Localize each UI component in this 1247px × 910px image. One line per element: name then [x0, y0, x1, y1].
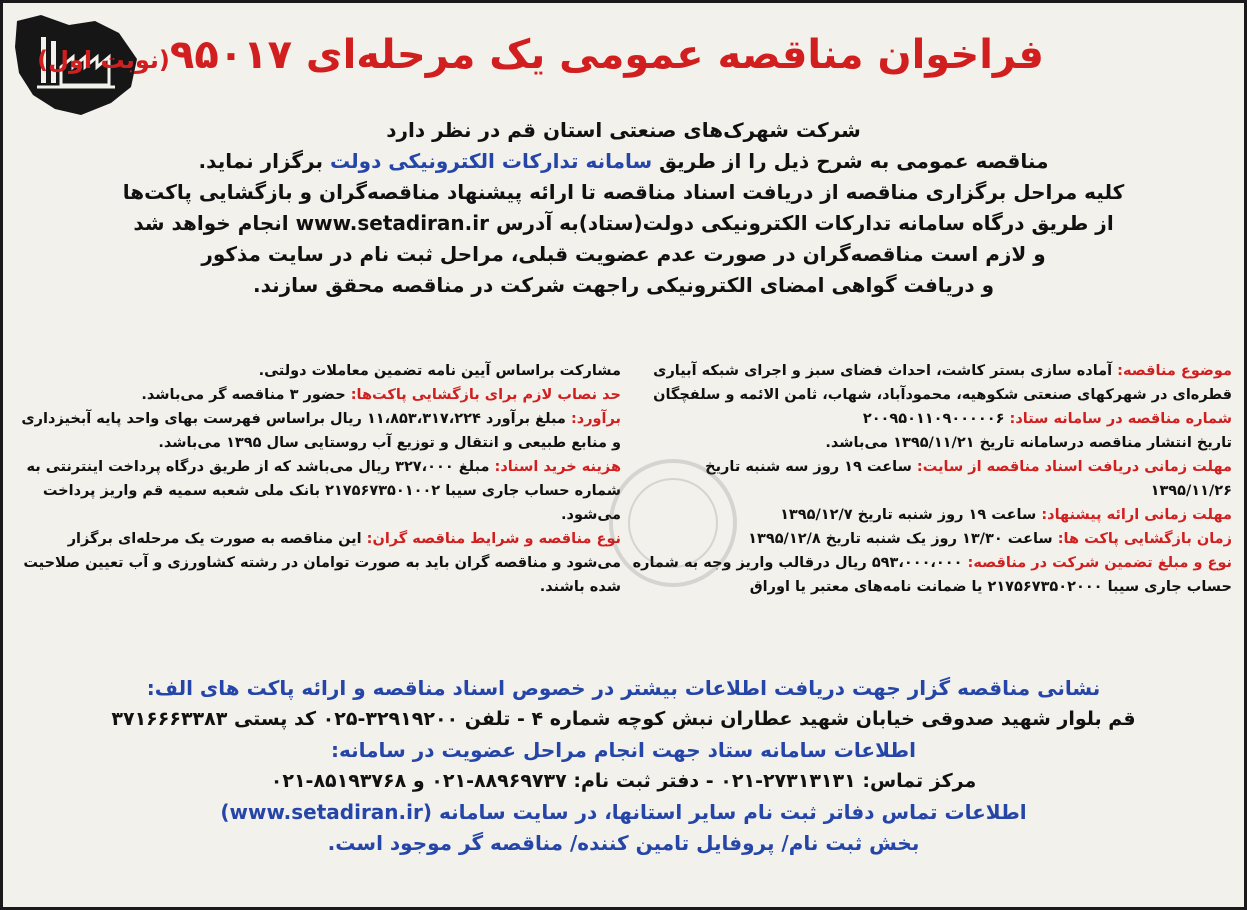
- registration-section-text: بخش ثبت نام/ پروفایل تامین کننده/ مناقصه گر موجود است.: [327, 831, 920, 855]
- intro-line-5: و لازم است مناقصه‌گران در صورت عدم عضویت قبلی، مراحل ثبت نام در سایت مذکور: [201, 242, 1046, 266]
- estimate-item: [21, 407, 621, 455]
- subject-item: [632, 359, 1232, 407]
- docs-deadline-item: [632, 455, 1232, 503]
- setad-system-name: سامانه تدارکات الکترونیکی دولت: [329, 149, 653, 173]
- intro-line-2-start: مناقصه عمومی به شرح ذیل را از طریق: [659, 149, 1049, 173]
- setad-url[interactable]: www.setadiran.ir: [295, 211, 489, 235]
- intro-paragraph: [23, 115, 1224, 301]
- address-text: قم بلوار شهید صدوقی خیابان شهید عطاران نبش کوچه شماره ۴ - تلفن ۳۲۹۱۹۲۰۰-۰۲۵ کد پستی ۳۷۱۶۶۶۳۳۸۳: [111, 708, 1136, 730]
- guarantee-label: نوع و مبلغ تضمین شرکت در مناقصه:: [967, 555, 1232, 571]
- guarantee-text: ۵۹۳،۰۰۰،۰۰۰ ریال درقالب واریز وجه به شماره حساب جاری سیبا ۲۱۷۵۶۷۳۵۰۲۰۰۰ یا ضمانت نامه‌های معتبر یا اوراق: [632, 555, 1232, 595]
- opening-time-text: ساعت ۱۳/۳۰ روز یک شنبه تاریخ ۱۳۹۵/۱۲/۸: [748, 531, 1053, 547]
- intro-line-4-start: از طریق درگاه سامانه تدارکات الکترونیکی دولت(ستاد)به آدرس: [495, 211, 1114, 235]
- intro-line-3: کلیه مراحل برگزاری مناقصه از دریافت اسناد مناقصه تا ارائه پیشنهاد مناقصه‌گران و بازگشایی پاکت‌ها: [122, 180, 1125, 204]
- subject-text: آماده سازی بستر کاشت، احداث فضای سبز و اجرای شبکه آبیاری قطره‌ای در شهرکهای صنعتی شکوهیه، محمودآباد، شهاب، ثامن الائمه و سلفچگان: [653, 363, 1232, 403]
- intro-line-4-end: انجام خواهد شد: [133, 211, 289, 235]
- estimate-text: مبلغ برآورد ۱۱،۸۵۳،۳۱۷،۲۲۴ ریال براساس فهرست بهای واحد پایه آبخیزداری و منابع طبیعی و انتقال و توزیع آب روستایی سال ۱۳۹۵ می‌باشد.: [21, 411, 621, 451]
- intro-line-6: و دریافت گواهی امضای الکترونیکی راجهت شرکت در مناقصه محقق سازند.: [252, 273, 994, 297]
- intro-line-4: [23, 208, 1224, 239]
- quorum-item: [21, 383, 621, 407]
- offer-deadline-text: ساعت ۱۹ روز شنبه تاریخ ۱۳۹۵/۱۲/۷: [780, 507, 1037, 523]
- guarantee-item: [632, 551, 1232, 599]
- intro-line-2: [23, 146, 1224, 177]
- docs-deadline-label: مهلت زمانی دریافت اسناد مناقصه از سایت:: [916, 459, 1232, 475]
- tender-number-item: [632, 407, 1232, 431]
- setad-heading: اطلاعات سامانه ستاد جهت انجام مراحل عضویت در سامانه:: [331, 738, 916, 762]
- docs-deadline-text: ساعت ۱۹ روز سه شنبه تاریخ ۱۳۹۵/۱۱/۲۶: [705, 459, 1232, 499]
- document-fee-label: هزینه خرید اسناد:: [494, 459, 621, 475]
- intro-line-2-end: برگزار نماید.: [198, 149, 323, 173]
- document-fee-text: مبلغ ۳۲۷،۰۰۰ ریال می‌باشد که از طریق درگاه پرداخت اینترنتی به شماره حساب جاری سیبا ۲۱۷۵۶۷۳۵۰۱۰۰۲ بانک ملی شعبه سمیه قم واریز پرداخت می‌شود.: [26, 459, 621, 523]
- quorum-text: حضور ۳ مناقصه گر می‌باشد.: [141, 387, 346, 403]
- opening-time-item: [632, 527, 1232, 551]
- provincial-offices-text[interactable]: اطلاعات تماس دفاتر ثبت نام سایر استانها، در سایت سامانه (www.setadiran.ir): [220, 800, 1027, 824]
- details-left-column: [21, 359, 621, 669]
- conditions-text: این مناقصه به صورت یک مرحله‌ای برگزار می‌شود و مناقصه گران باید به صورت توامان در رشته کشاورزی و آب تعیین صلاحیت شده باشند.: [23, 531, 621, 595]
- estimate-label: برآورد:: [570, 411, 621, 427]
- address-heading: نشانی مناقصه گزار جهت دریافت اطلاعات بیشتر در خصوص اسناد مناقصه و ارائه پاکت های الف:: [146, 676, 1101, 700]
- intro-line-1: شرکت شهرک‌های صنعتی استان قم در نظر دارد: [386, 118, 861, 142]
- contact-center-text: مرکز تماس: ۲۷۳۱۳۱۳۱-۰۲۱ - دفتر ثبت نام: ۸۸۹۶۹۷۳۷-۰۲۱ و ۸۵۱۹۳۷۶۸-۰۲۱: [270, 770, 977, 792]
- offer-deadline-item: [632, 503, 1232, 527]
- participation-item: مشارکت براساس آیین نامه تضمین معاملات دولتی.: [258, 363, 621, 379]
- quorum-label: حد نصاب لازم برای بازگشایی پاکت‌ها:: [350, 387, 621, 403]
- publish-date-item: تاریخ انتشار مناقصه درسامانه تاریخ ۱۳۹۵/۱۱/۲۱ می‌باشد.: [825, 435, 1232, 451]
- conditions-label: نوع مناقصه و شرایط مناقصه گران:: [366, 531, 621, 547]
- tender-number-label: شماره مناقصه در سامانه ستاد:: [1009, 411, 1232, 427]
- offer-deadline-label: مهلت زمانی ارائه پیشنهاد:: [1041, 507, 1232, 523]
- title-suffix: (نوبت اول): [37, 46, 170, 74]
- notice-title: [37, 31, 1044, 84]
- title-main: فراخوان مناقصه عمومی یک مرحله‌ای ۹۵۰۱۷: [169, 32, 1044, 78]
- details-right-column: [632, 359, 1232, 669]
- document-fee-item: [21, 455, 621, 527]
- contact-section: [23, 673, 1224, 859]
- conditions-item: [21, 527, 621, 599]
- opening-time-label: زمان بازگشایی پاکت ها:: [1057, 531, 1232, 547]
- tender-number-value: ۲۰۰۹۵۰۱۱۰۹۰۰۰۰۰۶: [862, 411, 1005, 427]
- subject-label: موضوع مناقصه:: [1117, 363, 1232, 379]
